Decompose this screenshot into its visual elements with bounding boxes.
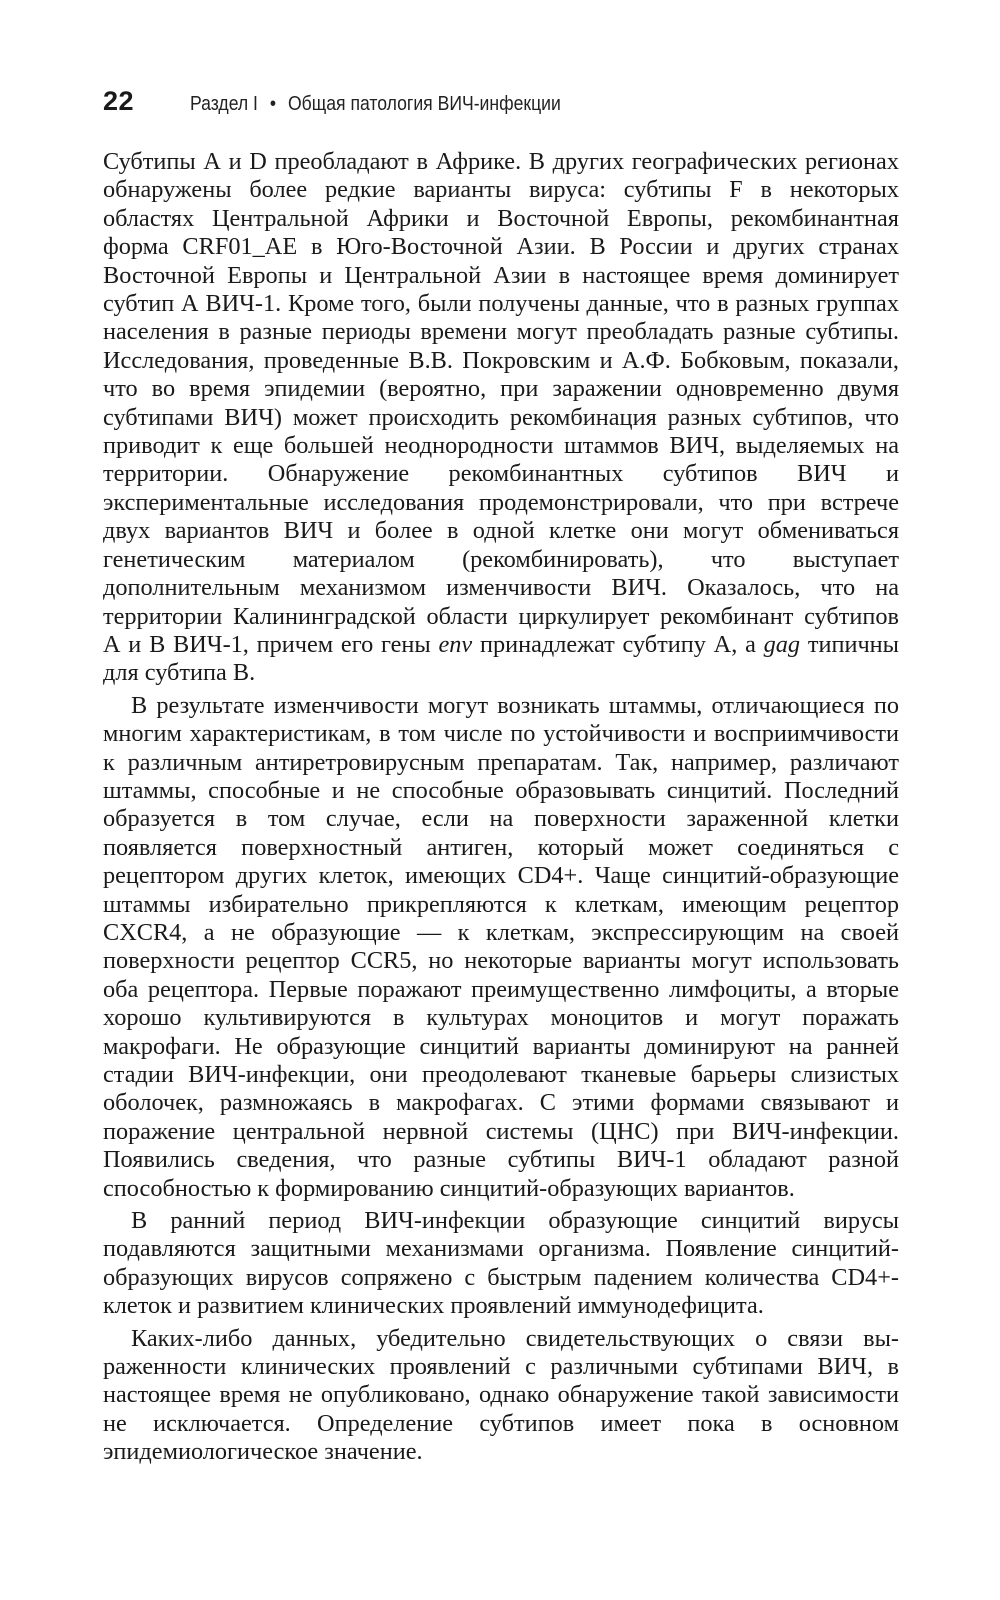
body-text — [103, 148, 899, 1467]
paragraph-1-text-a: Субтипы А и D преобладают в Африке. В других географических регионах обнаружены более редкие варианты вируса: субтипы F в некоторых областях Центральной Африки и Восточной Европы, рекомбинантная форма CRF01_AE в Юго-Восточной Азии. В России и других странах Восточной Европы и Центральной Азии в настоящее время доминирует субтип А ВИЧ-1. Кроме того, были получены данные, что в разных группах населения в разные периоды времени могут преобладать разные субтипы. Исследования, проведенные В.В. Покровским и А.Ф. Бобковым, показали, что во время эпидемии (вероятно, при заражении одновременно двумя субтипами ВИЧ) может происходить рекомбинация разных субтипов, что приводит к еще большей неоднородности штаммов ВИЧ, выделяемых на территории. Обнаружение рекомбинантных субтипов ВИЧ и экспериментальные исследования продемонстрировали, что при встрече двух вариантов ВИЧ и более в одной клетке они могут обмениваться генетическим материалом (рекомбинировать), что выступает дополнительным механизмом изменчивости ВИЧ. Оказалось, что на территории Калининградской области циркулирует рекомбинант субтипов А и В ВИЧ-1, причем его гены — [103, 148, 899, 658]
gene-env-term: env — [438, 630, 473, 658]
paragraph-4: Каких-либо данных, убедительно свидетельствующих о связи выраженности клинических проявлений с различными субтипами ВИЧ, в настоящее время не опубликовано, однако обнаружение такой зависимости не исключается. Определение субтипов имеет пока в основном эпидемиологическое значение. — [103, 1324, 899, 1466]
paragraph-3: В ранний период ВИЧ-инфекции образующие синцитий вирусы подавляются защитными механизмами организма. Появление синцитий-образующих вирусов сопряжено с быстрым падением количества CD4+-клеток и развитием клинических проявлений иммунодефицита. — [103, 1207, 899, 1320]
chapter-title: Общая патология ВИЧ-инфекции — [288, 93, 561, 115]
running-header — [103, 86, 903, 126]
page-number: 22 — [103, 86, 135, 116]
paragraph-1 — [103, 148, 899, 688]
section-heading — [190, 93, 561, 116]
section-name: Раздел I — [190, 93, 258, 115]
paragraph-2: В результате изменчивости могут возникать штаммы, отличающиеся по многим характеристикам, в том числе по устойчивости и восприимчивости к различным антиретровирусным препаратам. Так, например, различают штаммы, способные и не способные образовывать синцитий. Последний образуется в том случае, если на поверхности зараженной клетки появляется поверхностный антиген, который может соединяться с рецептором других клеток, имеющих CD4+. Чаще синцитий-образующие штаммы избирательно прикрепляются к клеткам, имеющим рецептор CXCR4, а не образующие — к клеткам, экспрессирующим на своей поверхности рецептор CCR5, но некоторые варианты могут использовать оба рецептора. Первые поражают преимущественно лимфоциты, а вторые хорошо культивируются в культурах моноцитов и могут поражать макрофаги. Не образующие синцитий варианты доминируют на ранней стадии ВИЧ-инфекции, они преодолевают тканевые барьеры слизистых оболочек, размножаясь в макрофагах. С этими формами связывают и поражение центральной нервной системы (ЦНС) при ВИЧ-инфекции. Появились сведения, что разные субтипы ВИЧ-1 обладают разной способностью к формированию синцитий-образующих вариантов. — [103, 691, 899, 1202]
paragraph-1-text-c: типичны для субтипа В. — [103, 630, 899, 687]
gene-gag-term: gag — [763, 630, 801, 658]
paragraph-1-text-b: принадлежат субтипу А, а — [472, 630, 764, 658]
bullet-separator: • — [269, 93, 277, 115]
